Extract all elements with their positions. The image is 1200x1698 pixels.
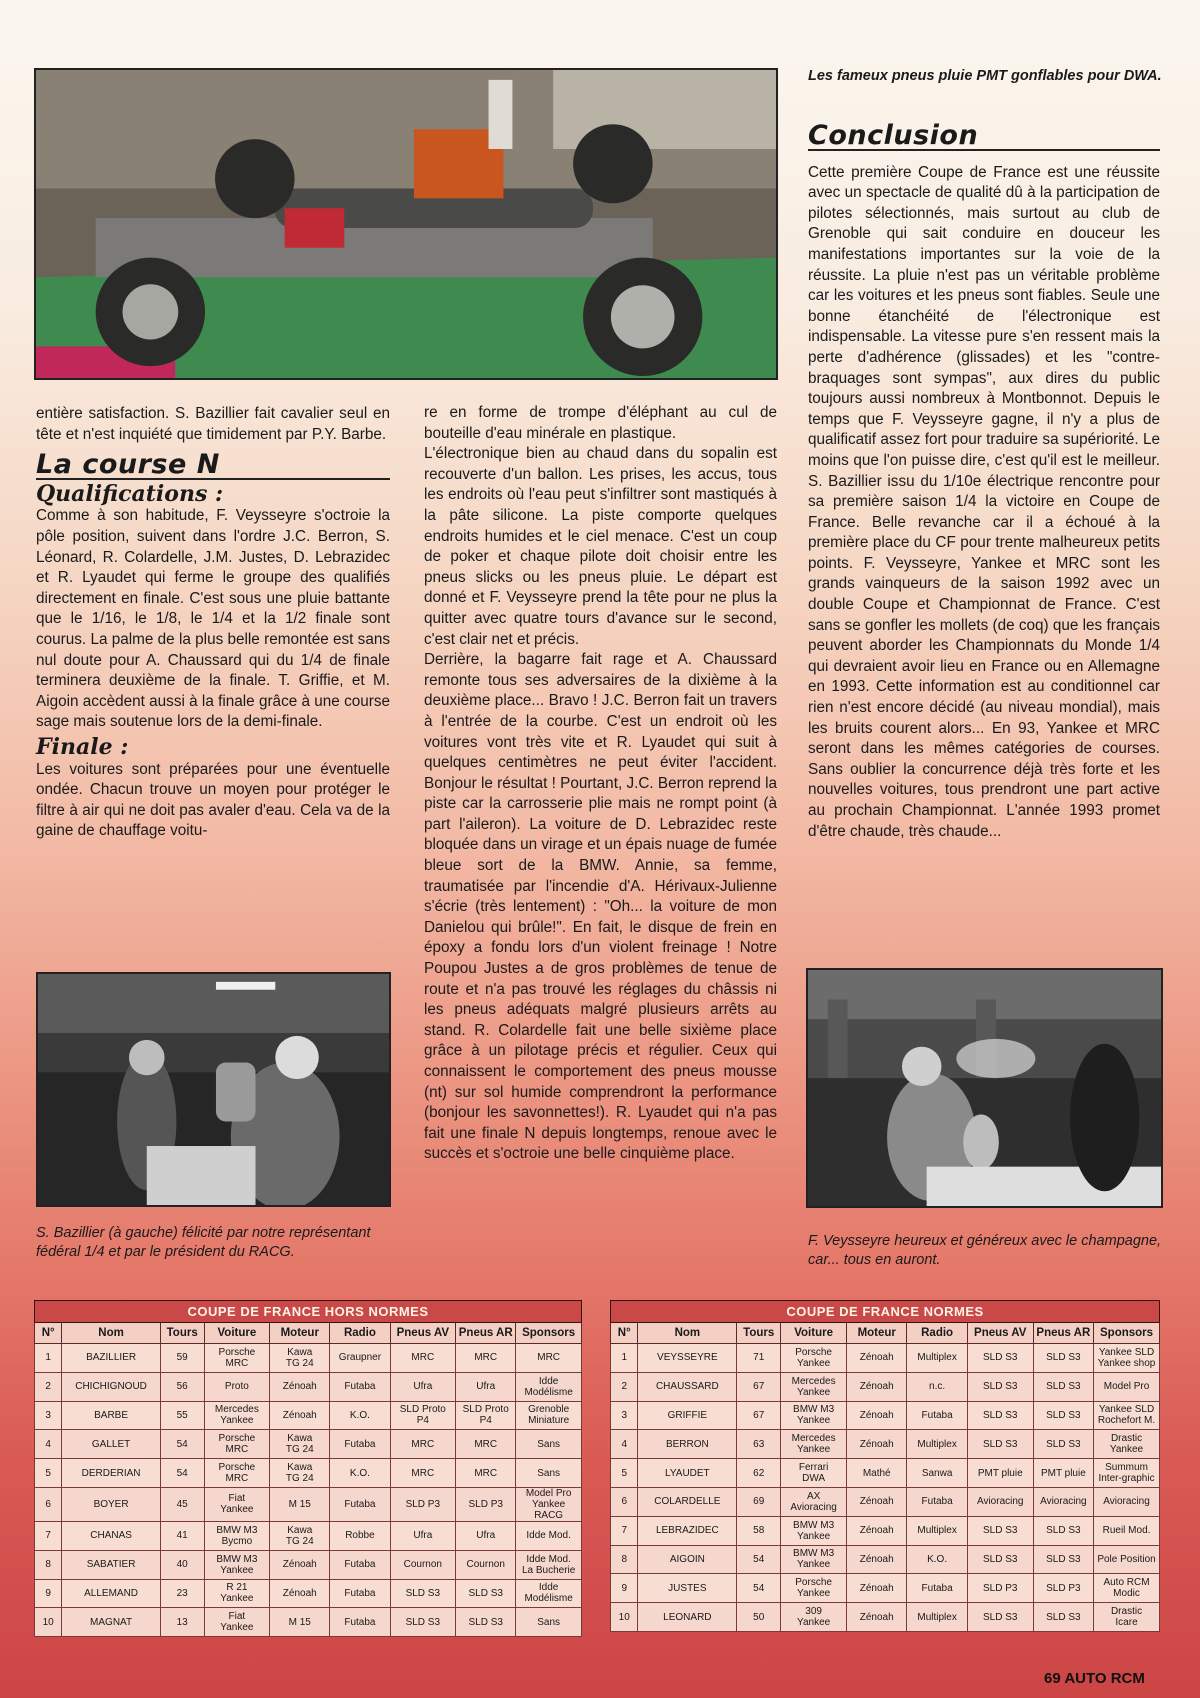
section-title-conclusion: Conclusion <box>808 126 1160 151</box>
column-header: Radio <box>907 1323 967 1344</box>
table-cell: Zénoah <box>270 1372 330 1401</box>
table-cell: SABATIER <box>62 1550 160 1579</box>
table-cell: PMT pluie <box>1033 1459 1093 1488</box>
right-column <box>808 120 1161 842</box>
table-cell: 54 <box>737 1574 781 1603</box>
table-cell: Idde Mod. <box>516 1521 582 1550</box>
table-cell: MAGNAT <box>62 1608 160 1637</box>
table-cell: SLD Proto P4 <box>456 1401 516 1430</box>
table-cell: BAZILLIER <box>62 1344 160 1373</box>
table-cell: Summum Inter-graphic <box>1094 1459 1160 1488</box>
table-cell: Zénoah <box>270 1401 330 1430</box>
table-cell: 2 <box>611 1372 638 1401</box>
table-cell: 71 <box>737 1344 781 1373</box>
column-header: Pneus AV <box>390 1323 456 1344</box>
table-cell: Ufra <box>456 1372 516 1401</box>
table-cell: SLD P3 <box>967 1574 1033 1603</box>
table-cell: Futaba <box>330 1372 390 1401</box>
table-cell: BMW M3 Yankee <box>781 1401 847 1430</box>
table-cell: Model Pro Yankee RACG <box>516 1487 582 1521</box>
table-title: COUPE DE FRANCE NORMES <box>611 1301 1160 1323</box>
table-cell: Futaba <box>907 1401 967 1430</box>
table-cell: SLD S3 <box>967 1545 1033 1574</box>
table-cell: MRC <box>456 1459 516 1488</box>
table-cell: Ufra <box>390 1372 456 1401</box>
table-cell: CHAUSSARD <box>638 1372 737 1401</box>
table-cell: SLD S3 <box>1033 1603 1093 1632</box>
table-cell: MRC <box>456 1430 516 1459</box>
table-cell: SLD S3 <box>1033 1545 1093 1574</box>
table-cell: 40 <box>160 1550 204 1579</box>
table-cell: BMW M3 Yankee <box>781 1545 847 1574</box>
table-cell: 7 <box>35 1521 62 1550</box>
middle-column <box>424 403 777 1165</box>
table-cell: Porsche Yankee <box>781 1574 847 1603</box>
table-cell: 4 <box>611 1430 638 1459</box>
table-cell: 56 <box>160 1372 204 1401</box>
table-cell: 63 <box>737 1430 781 1459</box>
table-cell: 23 <box>160 1579 204 1608</box>
table-cell: AIGOIN <box>638 1545 737 1574</box>
table-cell: 54 <box>160 1459 204 1488</box>
table-cell: SLD S3 <box>390 1608 456 1637</box>
table-cell: Ufra <box>456 1521 516 1550</box>
table-cell: 59 <box>160 1344 204 1373</box>
table-cell: Zénoah <box>847 1344 907 1373</box>
table-cell: 9 <box>611 1574 638 1603</box>
table-cell: Graupner <box>330 1344 390 1373</box>
table-cell: 67 <box>737 1401 781 1430</box>
table-cell: Ferrari DWA <box>781 1459 847 1488</box>
table-cell: 62 <box>737 1459 781 1488</box>
table-row <box>35 1372 582 1401</box>
table-row <box>611 1372 1160 1401</box>
table-cell: SLD S3 <box>456 1579 516 1608</box>
table-normes <box>610 1300 1160 1632</box>
table-cell: BMW M3 Yankee <box>204 1550 270 1579</box>
table-cell: SLD P3 <box>390 1487 456 1521</box>
table-cell: Zénoah <box>847 1545 907 1574</box>
table-cell: Sans <box>516 1430 582 1459</box>
table-cell: 67 <box>737 1372 781 1401</box>
table-cell: Zénoah <box>847 1487 907 1516</box>
table-cell: Mercedes Yankee <box>781 1372 847 1401</box>
table-row <box>35 1521 582 1550</box>
mid-paragraph-2: L'électronique bien au chaud dans du sopalin est recouverte d'un ballon. Les prises, les accus, tous les endroits où l'eau peut s'infiltrer sont mastiqués à la pâte silicone. La piste comporte quelques endroits humides et le ciel menace. C'est un coup de poker et chaque pilote doit choisir entre les pneus slicks ou les pneus pluie. Le départ est donné et F. Veysseyre prend la tête pour ne plus la quitter avec quatre tours d'avance sur le second, c'est clair net et précis. <box>424 445 777 648</box>
table-cell: Zénoah <box>847 1516 907 1545</box>
table-cell: R 21 Yankee <box>204 1579 270 1608</box>
table-cell: Mercedes Yankee <box>204 1401 270 1430</box>
photo-champagne <box>806 968 1163 1208</box>
table-cell: Avioracing <box>1094 1487 1160 1516</box>
caption-veysseyre: F. Veysseyre heureux et généreux avec le champagne, car... tous en auront. <box>808 1233 1162 1268</box>
page-footer <box>1044 1670 1145 1687</box>
table-cell: MRC <box>516 1344 582 1373</box>
column-header: N° <box>35 1323 62 1344</box>
mid-paragraph-3: Derrière, la bagarre fait rage et A. Chaussard remonte tous ses adversaires de la dixième à la deuxième place... Bravo ! J.C. Berron fait un travers à l'entrée de la courbe. C'est un endroit où les voitures vont très vite et R. Lyaudet qui suit à quelques centimètres ne peut éviter l'accident. Bonjour le résultat ! Pourtant, J.C. Berron reprend la piste car la carrosserie plie mais ne rompt point (à part l'aileron). La voiture de D. Lebrazidec reste bloquée dans un virage et un épais nuage de fumée bleue sort de la BMW. Annie, sa femme, traumatisée par l'incendie d'A. Hérivaux-Julienne s'écrie (très lentement) : "Oh... la voiture de mon Danielou qui brûle!". En fait, le disque de frein en époxy a fondu lors d'un violent freinage ! Notre Poupou Justes a de gros problèmes de tenue de route et n'a pas trouvé les réglages du châssis ni les pneus adéquats malgré plusieurs arrêts au stand. R. Colardelle fait une belle sixième place grâce à un pilotage précis et régulier. Ceux qui connaissent le comportement des pneus mousse (nt) sur sol humide comprendront la performance (bonjour les savonnettes!). R. Lyaudet qui n'a pas fait une finale N depuis longtemps, renoue avec le succès et s'octroie une belle cinquième place. <box>424 651 777 1163</box>
mid-paragraph-1: re en forme de trompe d'éléphant au cul de bouteille d'eau minérale en plastique. <box>424 404 777 442</box>
table-cell: Zénoah <box>847 1372 907 1401</box>
table-cell: PMT pluie <box>967 1459 1033 1488</box>
table-cell: 41 <box>160 1521 204 1550</box>
column-header: Moteur <box>270 1323 330 1344</box>
table-cell: Idde Modélisme <box>516 1579 582 1608</box>
table-cell: SLD P3 <box>1033 1574 1093 1603</box>
table-cell: Porsche MRC <box>204 1459 270 1488</box>
table-cell: SLD S3 <box>1033 1401 1093 1430</box>
paragraph-qualifications: Comme à son habitude, F. Veysseyre s'octroie la pôle position, suivent dans l'ordre J.C. Berron, S. Léonard, R. Colardelle, J.M. Justes, D. Lebrazidec et R. Lyaudet qui ferme le groupe des qualifiés directement en finale. C'est sous une pluie battante que le 1/16, le 1/8, le 1/4 et la 1/2 finale sont courus. La palme de la plus belle remontée est sans nul doute pour A. Chaussard qui du 1/4 de finale terminera deuxième de la finale. T. Griffie, et M. Aigoin accèdent aussi à la finale grâce à une course sage mais soutenue lors de la demi-finale. <box>36 507 390 731</box>
table-cell: Ufra <box>390 1521 456 1550</box>
table-cell: SLD S3 <box>390 1579 456 1608</box>
table-cell: 3 <box>35 1401 62 1430</box>
table-cell: 55 <box>160 1401 204 1430</box>
table-cell: 10 <box>611 1603 638 1632</box>
column-header: Voiture <box>204 1323 270 1344</box>
caption-bazillier: S. Bazillier (à gauche) félicité par notre représentant fédéral 1/4 et par le président du RACG. <box>36 1225 371 1260</box>
table-cell: 1 <box>611 1344 638 1373</box>
column-header: Voiture <box>781 1323 847 1344</box>
table-cell: Futaba <box>330 1487 390 1521</box>
table-cell: 10 <box>35 1608 62 1637</box>
column-header: N° <box>611 1323 638 1344</box>
table-cell: 1 <box>35 1344 62 1373</box>
table-cell: COLARDELLE <box>638 1487 737 1516</box>
table-cell: Porsche MRC <box>204 1430 270 1459</box>
table-cell: Multiplex <box>907 1430 967 1459</box>
table-cell: Futaba <box>330 1430 390 1459</box>
table-row <box>35 1550 582 1579</box>
table-cell: SLD S3 <box>967 1603 1033 1632</box>
table-cell: VEYSSEYRE <box>638 1344 737 1373</box>
table-cell: Pole Position <box>1094 1545 1160 1574</box>
table-cell: SLD S3 <box>967 1372 1033 1401</box>
subheading-finale: Finale : <box>36 733 129 760</box>
table-cell: LEBRAZIDEC <box>638 1516 737 1545</box>
table-cell: SLD P3 <box>456 1487 516 1521</box>
table-cell: MRC <box>390 1344 456 1373</box>
table-cell: SLD S3 <box>967 1344 1033 1373</box>
table-cell: Avioracing <box>967 1487 1033 1516</box>
page-number: 69 <box>1044 1670 1061 1687</box>
table-cell: ALLEMAND <box>62 1579 160 1608</box>
table-cell: Futaba <box>330 1550 390 1579</box>
table-cell: Futaba <box>330 1579 390 1608</box>
table-cell: Yankee SLD Rochefort M. <box>1094 1401 1160 1430</box>
photo-trophy-presentation <box>36 972 391 1207</box>
table-cell: Zénoah <box>847 1603 907 1632</box>
table-row <box>35 1401 582 1430</box>
table-cell: SLD S3 <box>967 1516 1033 1545</box>
table-cell: Proto <box>204 1372 270 1401</box>
table-cell: Model Pro <box>1094 1372 1160 1401</box>
table-cell: SLD S3 <box>1033 1344 1093 1373</box>
table-row <box>611 1545 1160 1574</box>
table-cell: K.O. <box>330 1401 390 1430</box>
magazine-name: AUTO RCM <box>1064 1670 1145 1687</box>
table-cell: M 15 <box>270 1608 330 1637</box>
table-cell: Mercedes Yankee <box>781 1430 847 1459</box>
table-cell: SLD S3 <box>1033 1372 1093 1401</box>
table-cell: 309 Yankee <box>781 1603 847 1632</box>
table-cell: Kawa TG 24 <box>270 1459 330 1488</box>
table-cell: 4 <box>35 1430 62 1459</box>
table-row <box>35 1579 582 1608</box>
table-cell: Zénoah <box>847 1430 907 1459</box>
table-cell: MRC <box>390 1430 456 1459</box>
table-cell: Robbe <box>330 1521 390 1550</box>
table-row <box>35 1344 582 1373</box>
table-cell: n.c. <box>907 1372 967 1401</box>
table-cell: Multiplex <box>907 1344 967 1373</box>
table-cell: SLD S3 <box>967 1430 1033 1459</box>
table-cell: SLD S3 <box>1033 1430 1093 1459</box>
left-column <box>36 404 390 842</box>
table-row <box>611 1516 1160 1545</box>
table-cell: BOYER <box>62 1487 160 1521</box>
table-cell: 5 <box>611 1459 638 1488</box>
table-cell: Idde Mod. La Bucherie <box>516 1550 582 1579</box>
table-row <box>35 1459 582 1488</box>
table-cell: Cournon <box>390 1550 456 1579</box>
table-cell: Avioracing <box>1033 1487 1093 1516</box>
table-row <box>35 1487 582 1521</box>
table-cell: 50 <box>737 1603 781 1632</box>
table-row <box>611 1603 1160 1632</box>
table-cell: Sanwa <box>907 1459 967 1488</box>
table-cell: 6 <box>35 1487 62 1521</box>
table-cell: Mathé <box>847 1459 907 1488</box>
table-cell: BMW M3 Yankee <box>781 1516 847 1545</box>
table-cell: Kawa TG 24 <box>270 1430 330 1459</box>
table-row <box>35 1608 582 1637</box>
table-cell: 8 <box>611 1545 638 1574</box>
table-cell: BERRON <box>638 1430 737 1459</box>
column-header: Tours <box>160 1323 204 1344</box>
table-cell: 8 <box>35 1550 62 1579</box>
table-cell: Porsche MRC <box>204 1344 270 1373</box>
table-cell: MRC <box>456 1344 516 1373</box>
table-cell: Kawa TG 24 <box>270 1344 330 1373</box>
table-cell: 13 <box>160 1608 204 1637</box>
table-cell: LYAUDET <box>638 1459 737 1488</box>
table-cell: 5 <box>35 1459 62 1488</box>
table-cell: Sans <box>516 1608 582 1637</box>
table-cell: Sans <box>516 1459 582 1488</box>
section-title-course-n: La course N <box>36 455 390 480</box>
table-cell: Futaba <box>907 1487 967 1516</box>
table-cell: Zénoah <box>270 1550 330 1579</box>
paragraph-conclusion: Cette première Coupe de France est une réussite avec un spectacle de qualité dû à la participation de pilotes sélectionnés, mais surtout au club de Grenoble qui sait conduire en douceur les manifestations importantes sur la voie de la réussite. La pluie n'est pas un véritable problème car les voitures et les pneus sont fiables. Seule une bonne étanchéité de l'électronique est indispensable. La vitesse pure s'en ressent mais la perte d'adhérence (glissades) et les "contre-braquages sont sympas", aux dires du public toujours aussi nombreux à Montbonnot. Depuis le temps que F. Veysseyre gagne, il n'y a plus de qualificatif assez fort pour traduire sa supériorité. Le moins que l'on puisse dire, c'est qu'il est le meilleur. S. Bazillier issu du 1/10e électrique rencontre pour sa première saison 1/4 la victoire en Coupe de France. Belle revanche car il a échoué à la première place du CF pour trente malheureux petits points. F. Veysseyre, Yankee et MRC sont les grands vainqueurs de la saison 1992 avec un double Coupe et Championnat de France. C'est sans se gonfler les mollets (de coq) que les français peuvent aborder les Championnats du Monde 1/4 qui devraient avoir lieu en France ou en Allemagne en 1993. Cette information est au conditionnel car rien n'est encore décidé (au niveau mondial), mais les bruits courent alors... En 93, Yankee et MRC seront dans les mêmes catégories de courses. Sans oublier la concurrence déjà très forte et les nouvelles voitures, tous prendront une part active au prochain Championnat. L'année 1993 promet d'être chaude, très chaude... <box>808 163 1161 840</box>
table-cell: 9 <box>35 1579 62 1608</box>
column-header: Nom <box>638 1323 737 1344</box>
table-cell: MRC <box>390 1459 456 1488</box>
column-header: Sponsors <box>1094 1323 1160 1344</box>
column-header: Sponsors <box>516 1323 582 1344</box>
table-cell: Drastic Icare <box>1094 1603 1160 1632</box>
column-header: Pneus AV <box>967 1323 1033 1344</box>
table-cell: GALLET <box>62 1430 160 1459</box>
table-cell: Idde Modélisme <box>516 1372 582 1401</box>
table-cell: 69 <box>737 1487 781 1516</box>
photo-car-chassis <box>34 68 778 380</box>
table-cell: 58 <box>737 1516 781 1545</box>
table-cell: Porsche Yankee <box>781 1344 847 1373</box>
table-cell: JUSTES <box>638 1574 737 1603</box>
table-cell: CHANAS <box>62 1521 160 1550</box>
table-cell: Rueil Mod. <box>1094 1516 1160 1545</box>
table-cell: Kawa TG 24 <box>270 1521 330 1550</box>
table-cell: 2 <box>35 1372 62 1401</box>
table-hors-normes <box>34 1300 582 1637</box>
table-cell: Grenoble Miniature <box>516 1401 582 1430</box>
paragraph-finale: Les voitures sont préparées pour une éventuelle ondée. Chacun trouve un moyen pour protéger le filtre à air qui ne doit pas avaler d'eau. Cela va de la gaine de chauffage voitu- <box>36 760 390 840</box>
table-cell: Fiat Yankee <box>204 1487 270 1521</box>
column-header: Tours <box>737 1323 781 1344</box>
table-cell: K.O. <box>330 1459 390 1488</box>
table-cell: LEONARD <box>638 1603 737 1632</box>
table-cell: Futaba <box>907 1574 967 1603</box>
table-cell: SLD S3 <box>456 1608 516 1637</box>
table-cell: Futaba <box>330 1608 390 1637</box>
caption-tires: Les fameux pneus pluie PMT gonflables pour DWA. <box>808 68 1162 84</box>
table-row <box>611 1459 1160 1488</box>
table-row <box>611 1430 1160 1459</box>
table-cell: 54 <box>737 1545 781 1574</box>
subheading-qualifications: Qualifications : <box>36 480 224 507</box>
table-cell: Zénoah <box>847 1401 907 1430</box>
table-row <box>611 1401 1160 1430</box>
table-cell: Cournon <box>456 1550 516 1579</box>
table-row <box>35 1430 582 1459</box>
table-cell: SLD S3 <box>967 1401 1033 1430</box>
table-cell: 6 <box>611 1487 638 1516</box>
table-cell: 54 <box>160 1430 204 1459</box>
table-cell: Auto RCM Modic <box>1094 1574 1160 1603</box>
table-cell: Yankee SLD Yankee shop <box>1094 1344 1160 1373</box>
table-cell: 45 <box>160 1487 204 1521</box>
column-header: Moteur <box>847 1323 907 1344</box>
column-header: Radio <box>330 1323 390 1344</box>
table-cell: M 15 <box>270 1487 330 1521</box>
table-cell: Multiplex <box>907 1603 967 1632</box>
column-header: Pneus AR <box>456 1323 516 1344</box>
table-cell: BARBE <box>62 1401 160 1430</box>
table-cell: 7 <box>611 1516 638 1545</box>
table-cell: CHICHIGNOUD <box>62 1372 160 1401</box>
left-intro: entière satisfaction. S. Bazillier fait cavalier seul en tête et n'est inquiété que timidement par P.Y. Barbe. <box>36 405 390 443</box>
table-cell: Fiat Yankee <box>204 1608 270 1637</box>
table-row <box>611 1574 1160 1603</box>
table-row <box>611 1487 1160 1516</box>
table-cell: GRIFFIE <box>638 1401 737 1430</box>
table-cell: 3 <box>611 1401 638 1430</box>
table-cell: DERDERIAN <box>62 1459 160 1488</box>
table-cell: BMW M3 Bycmo <box>204 1521 270 1550</box>
table-cell: K.O. <box>907 1545 967 1574</box>
table-cell: SLD Proto P4 <box>390 1401 456 1430</box>
table-cell: Zénoah <box>847 1574 907 1603</box>
table-title: COUPE DE FRANCE HORS NORMES <box>35 1301 582 1323</box>
column-header: Nom <box>62 1323 160 1344</box>
table-cell: Multiplex <box>907 1516 967 1545</box>
table-cell: Drastic Yankee <box>1094 1430 1160 1459</box>
table-cell: SLD S3 <box>1033 1516 1093 1545</box>
table-row <box>611 1344 1160 1373</box>
table-cell: Zénoah <box>270 1579 330 1608</box>
table-cell: AX Avioracing <box>781 1487 847 1516</box>
column-header: Pneus AR <box>1033 1323 1093 1344</box>
